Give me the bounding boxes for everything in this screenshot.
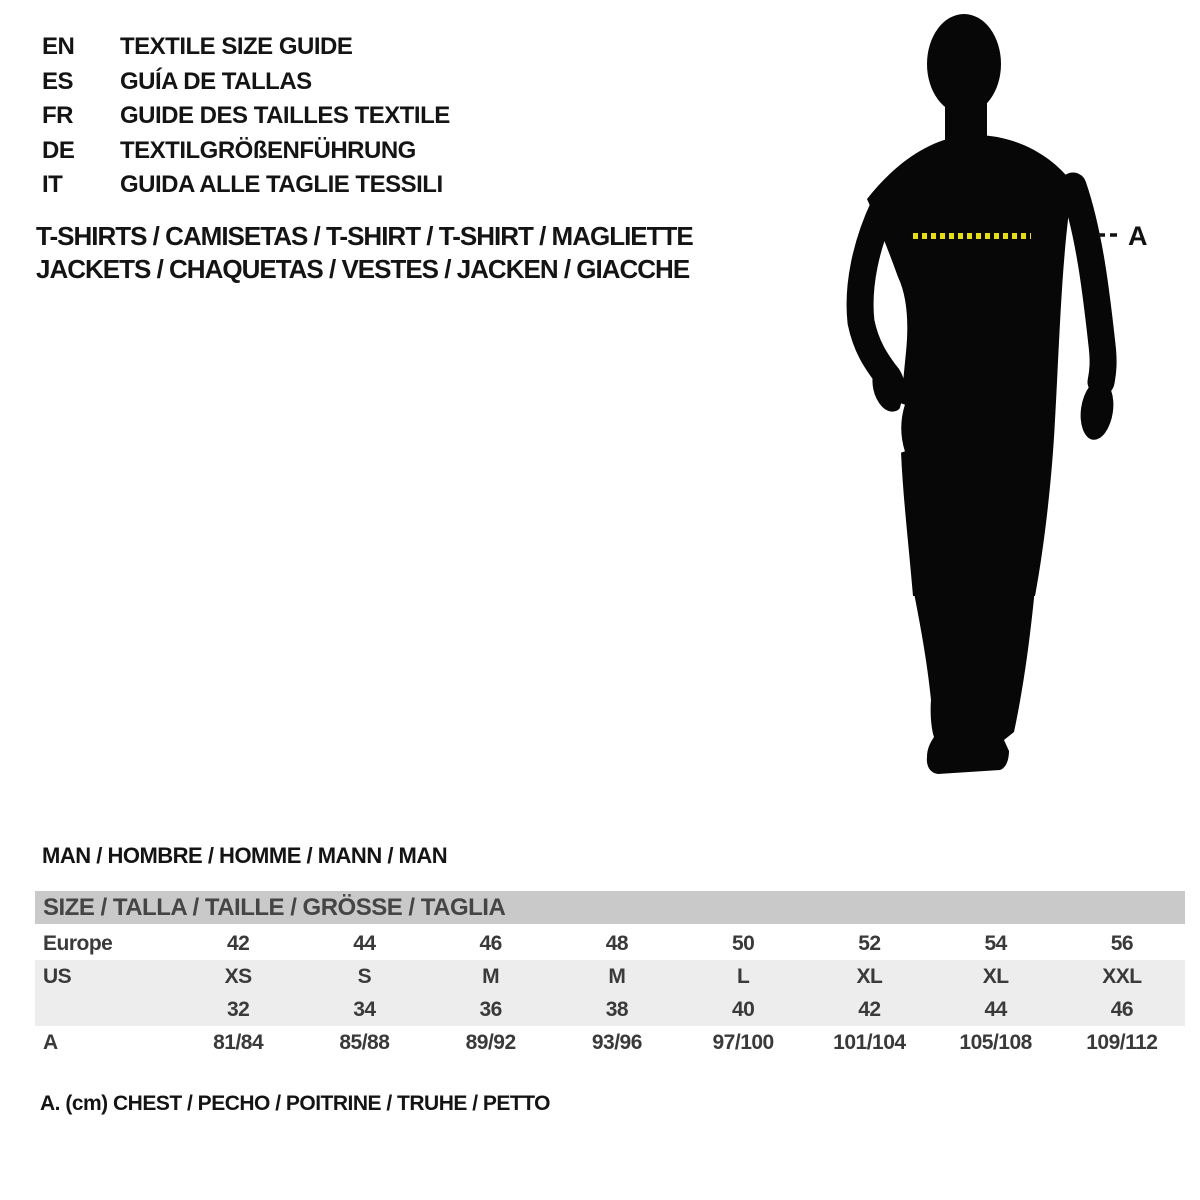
table-cell: S [301, 960, 427, 993]
table-cell: M [554, 960, 680, 993]
language-row [42, 168, 450, 203]
measurement-footnote: A. (cm) CHEST / PECHO / POITRINE / TRUHE / PETTO [40, 1092, 551, 1115]
table-cell: 52 [858, 932, 881, 955]
table-cell: L [680, 960, 806, 993]
language-title: GUIDA ALLE TAGLIE TESSILI [120, 171, 443, 199]
size-table [35, 891, 1185, 1059]
table-cell: 46 [479, 932, 502, 955]
language-row [42, 65, 450, 100]
language-row [42, 30, 450, 65]
table-cell: 101/104 [833, 1031, 906, 1054]
table-cell: 40 [680, 993, 806, 1026]
table-cell: 56 [1110, 932, 1134, 955]
row-label [35, 993, 175, 1026]
table-cell: 50 [731, 932, 755, 955]
language-title-list [42, 30, 450, 203]
language-row [42, 99, 450, 134]
language-title: GUIDE DES TAILLES TEXTILE [120, 102, 450, 130]
category-line-tshirts: T-SHIRTS / CAMISETAS / T-SHIRT / T-SHIRT / MAGLIETTE [36, 221, 693, 251]
table-header: SIZE / TALLA / TAILLE / GRÖSSE / TAGLIA [35, 891, 1185, 924]
language-code: IT [42, 171, 63, 199]
language-row [42, 134, 450, 169]
garment-category-block [36, 220, 693, 286]
table-cell: 32 [175, 993, 301, 1026]
language-code: EN [42, 33, 75, 61]
table-cell: 38 [554, 993, 680, 1026]
table-cell: 89/92 [465, 1031, 516, 1054]
table-cell: 42 [226, 932, 250, 955]
table-cell: 34 [301, 993, 427, 1026]
table-cell: 46 [1059, 993, 1185, 1026]
table-cell: XS [175, 960, 301, 993]
table-cell: 81/84 [213, 1031, 264, 1054]
row-label: Europe [43, 932, 113, 955]
category-line-jackets: JACKETS / CHAQUETAS / VESTES / JACKEN / GIACCHE [36, 254, 690, 284]
silhouette-torso [867, 135, 1073, 596]
language-title: TEXTILE SIZE GUIDE [120, 33, 353, 61]
language-code: ES [42, 67, 74, 95]
silhouette-right-arm [1073, 186, 1103, 382]
table-cell: 105/108 [959, 1031, 1032, 1054]
language-title: TEXTILGRÖßENFÜHRUNG [120, 136, 416, 164]
table-cell: M [428, 960, 554, 993]
section-title-man: MAN / HOMBRE / HOMME / MANN / MAN [42, 843, 448, 868]
table-cell: 44 [933, 993, 1059, 1026]
table-cell: XXL [1059, 960, 1185, 993]
table-cell: 97/100 [712, 1031, 774, 1054]
measure-label-a: A [1128, 221, 1148, 251]
language-title: GUÍA DE TALLAS [120, 67, 312, 95]
row-label: US [35, 960, 175, 993]
table-cell: 36 [428, 993, 554, 1026]
man-figure [810, 0, 1170, 790]
language-code: DE [42, 136, 75, 164]
table-cell: 109/112 [1086, 1031, 1158, 1054]
table-cell: XL [806, 960, 932, 993]
silhouette-legs [913, 588, 1035, 774]
table-cell: 93/96 [591, 1031, 642, 1054]
language-code: FR [42, 102, 73, 130]
table-cell: 42 [806, 993, 932, 1026]
table-grid [35, 927, 1185, 1059]
table-cell: XL [933, 960, 1059, 993]
table-cell: 44 [353, 932, 376, 955]
silhouette-left-arm [860, 206, 888, 377]
man-silhouette [810, 0, 1170, 790]
table-cell: 85/88 [339, 1031, 390, 1054]
table-cell: 54 [984, 932, 1007, 955]
row-label: A [43, 1031, 58, 1054]
table-cell: 48 [605, 932, 629, 955]
